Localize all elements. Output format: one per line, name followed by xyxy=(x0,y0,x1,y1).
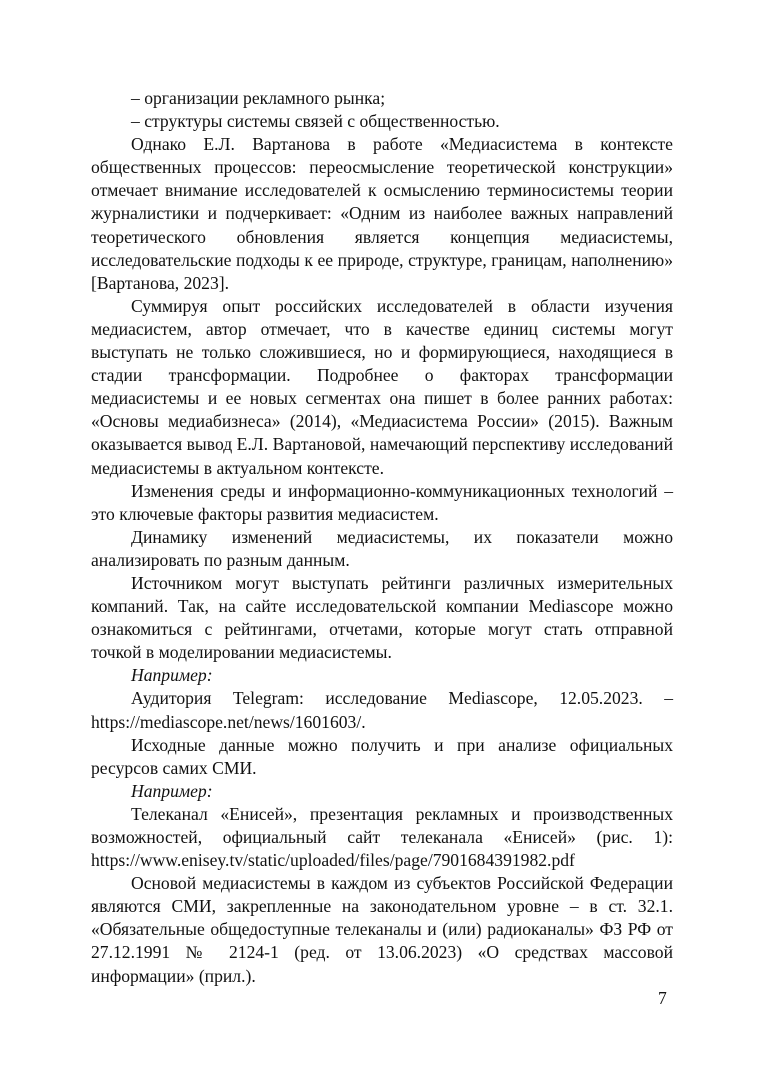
body-text xyxy=(91,87,673,988)
page-number: 7 xyxy=(658,988,667,1008)
paragraph-ratings-source: Источником могут выступать рейтинги различных измерительных компаний. Так, на сайте исследовательской компании Mediascope можно ознакомиться с рейтингами, отчетами, которые могут стать отправной точкой в моделировании медиасистемы. xyxy=(91,572,673,663)
paragraph-vartanova-work: Однако Е.Л. Вартанова в работе «Медиасистема в контексте общественных процессов: переосмысление теоретической конструкции» отмечает внимание исследователей к осмыслению терминосистемы теории журналистики и подчеркивает: «Одним из наиболее важных направлений теоретического обновления является концепция медиасистемы, исследовательские подходы к ее природе, структуре, границам, наполнению» [Вартанова, 2023]. xyxy=(91,134,673,293)
list-item-advertising-market: – организации рекламного рынка; xyxy=(131,88,386,108)
list-item-pr-structure: – структуры системы связей с общественностью. xyxy=(131,111,500,132)
example-label: Например: xyxy=(131,665,213,686)
paragraph-russian-research: Суммируя опыт российских исследователей в области изучения медиасистем, автор отмечает, что в качестве единиц системы могут выступать не только сложившиеся, но и формирующиеся, находящиеся в стадии трансформации. Подробнее о факторах трансформации медиасистемы и ее новых сегментах она пишет в более ранних работах: «Основы медиабизнеса» (2014), «Медиасистема России» (2015). Важным оказывается вывод Е.Л. Вартановой, намечающий перспективу исследований медиасистемы в актуальном контексте. xyxy=(91,295,673,478)
paragraph-ict-factors: Изменения среды и информационно-коммуникационных технологий – это ключевые факторы развития медиасистем. xyxy=(91,480,673,524)
paragraph-legal-basis: Основой медиасистемы в каждом из субъектов Российской Федерации являются СМИ, закрепленные на законодательном уровне – в ст. 32.1. «Обязательные общедоступные телеканалы и (или) радиоканалы» ФЗ РФ от 27.12.1991 № 2124-1 (ред. от 13.06.2023) «О средствах массовой информации» (прил.). xyxy=(91,873,673,986)
paragraph-official-resources: Исходные данные можно получить и при анализе официальных ресурсов самих СМИ. xyxy=(91,734,673,778)
example-mediascope-link: Аудитория Telegram: исследование Mediascope, 12.05.2023. – https://mediascope.net/news/1601603/. xyxy=(91,688,673,732)
example-label-2: Например: xyxy=(131,780,213,801)
example-enisey-link: Телеканал «Енисей», презентация рекламных и производственных возможностей, официальный сайт телеканала «Енисей» (рис. 1): https://www.enisey.tv/static/uploaded/files/page/7901684391982.pdf xyxy=(91,803,673,871)
paragraph-dynamics: Динамику изменений медиасистемы, их показатели можно анализировать по разным данным. xyxy=(91,526,673,570)
